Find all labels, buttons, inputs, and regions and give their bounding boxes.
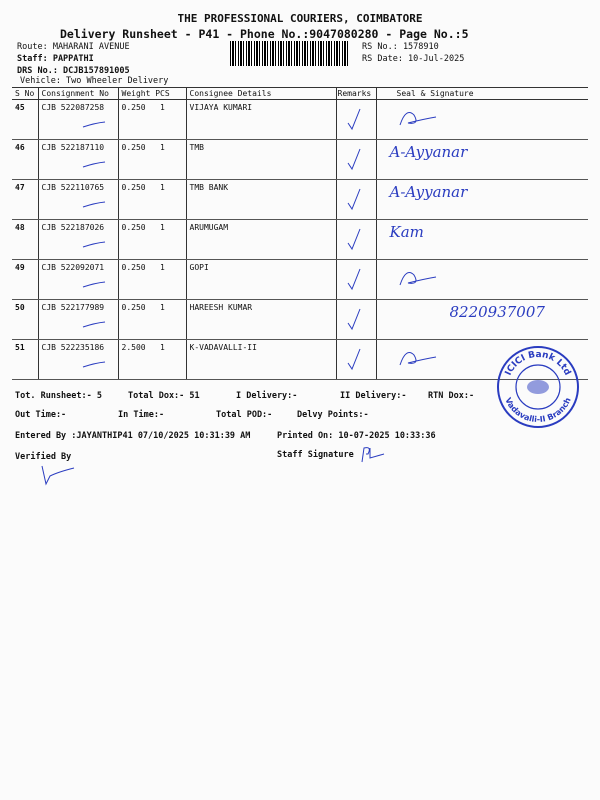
consignment-number: CJB 522177989 [41, 303, 105, 312]
delvy-points: Delvy Points:- [297, 410, 369, 420]
weight-pcs [118, 100, 186, 140]
weight: 0.250 [121, 143, 146, 152]
consignment-no [38, 340, 118, 380]
weight: 2.500 [121, 343, 146, 352]
seal-signature [376, 100, 588, 140]
remark-tick [340, 263, 366, 293]
table-row [12, 260, 588, 300]
staff-signature-mark [358, 444, 388, 466]
tot-runsheet: Tot. Runsheet:- 5 [15, 391, 102, 401]
pcs: 1 [160, 143, 165, 152]
consignment-number: CJB 522110765 [41, 183, 105, 192]
handwritten-signature: Kam [389, 223, 424, 241]
company-name: THE PROFESSIONAL COURIERS, COIMBATORE [177, 12, 423, 25]
handwritten-signature: A-Ayyanar [389, 143, 468, 161]
i-delivery: I Delivery:- [236, 391, 298, 401]
weight-pcs [118, 300, 186, 340]
sno: 50 [12, 300, 38, 340]
weight: 0.250 [121, 103, 146, 112]
table-row [12, 300, 588, 340]
tick-mark [79, 280, 109, 290]
rtn-dox: RTN Dox:- [428, 391, 475, 401]
stamp-branch-name: Vadavalli-II Branch [503, 396, 573, 425]
handwritten-signature [380, 103, 440, 133]
table-row [12, 140, 588, 180]
remark-tick [340, 143, 366, 173]
remarks [336, 180, 376, 220]
runsheet-title: Delivery Runsheet - P41 - Phone No.:9047080280 - Page No.:5 [60, 27, 469, 41]
remarks [336, 220, 376, 260]
consignee: GOPI [186, 260, 336, 300]
consignment-no [38, 140, 118, 180]
remark-tick [340, 223, 366, 253]
consignment-number: CJB 522187110 [41, 143, 105, 152]
delivery-table [12, 87, 588, 380]
pcs: 1 [160, 183, 165, 192]
bank-stamp [496, 345, 580, 429]
pcs: 1 [160, 103, 165, 112]
tick-mark [79, 320, 109, 330]
verifier-signature-mark [38, 462, 78, 490]
consignee: TMB [186, 140, 336, 180]
vehicle: Vehicle: Two Wheeler Delivery [20, 76, 169, 86]
staff-signature-label: Staff Signature [277, 450, 354, 460]
total-dox: Total Dox:- 51 [128, 391, 200, 401]
consignee: VIJAYA KUMARI [186, 100, 336, 140]
weight: 0.250 [121, 303, 146, 312]
seal-signature [376, 220, 588, 260]
weight-pcs [118, 260, 186, 300]
out-time: Out Time:- [15, 410, 67, 420]
weight-pcs [118, 220, 186, 260]
table-row [12, 220, 588, 260]
sno: 46 [12, 140, 38, 180]
entered-by: Entered By :JAYANTHIP41 07/10/2025 10:31:39 AM [15, 431, 251, 441]
rs-no: RS No.: 1578910 [362, 42, 439, 52]
total-pod: Total POD:- [216, 410, 273, 420]
rs-date: RS Date: 10-Jul-2025 [362, 54, 465, 64]
remark-tick [340, 103, 366, 133]
pcs: 1 [160, 223, 165, 232]
sno: 49 [12, 260, 38, 300]
weight-pcs [118, 180, 186, 220]
seal-signature [376, 260, 588, 300]
weight-pcs [118, 140, 186, 180]
col-remarks: Remarks [336, 88, 376, 100]
sno: 45 [12, 100, 38, 140]
table-row [12, 180, 588, 220]
pcs: 1 [160, 263, 165, 272]
remark-tick [340, 303, 366, 333]
consignment-no [38, 260, 118, 300]
tick-mark [79, 360, 109, 370]
tick-mark [79, 200, 109, 210]
consignment-number: CJB 522187026 [41, 223, 105, 232]
barcode [230, 41, 348, 66]
seal-signature [376, 140, 588, 180]
consignee: ARUMUGAM [186, 220, 336, 260]
handwritten-signature [380, 263, 440, 293]
consignment-no [38, 100, 118, 140]
printed-on: Printed On: 10-07-2025 10:33:36 [277, 431, 436, 441]
col-weight-pcs: Weight PCS [118, 88, 186, 100]
remark-tick [340, 183, 366, 213]
tick-mark [79, 240, 109, 250]
seal-signature [376, 300, 588, 340]
consignment-number: CJB 522092071 [41, 263, 105, 272]
consignment-number: CJB 522087258 [41, 103, 105, 112]
consignee: K-VADAVALLI-II [186, 340, 336, 380]
staff: Staff: PAPPATHI [17, 54, 94, 64]
consignee: TMB BANK [186, 180, 336, 220]
tick-mark [79, 120, 109, 130]
col-sno: S No [12, 88, 38, 100]
stamp-bank-name: ICICI Bank Ltd [503, 349, 573, 378]
remark-tick [340, 343, 366, 373]
handwritten-signature: A-Ayyanar [389, 183, 468, 201]
remarks [336, 100, 376, 140]
remarks [336, 260, 376, 300]
remarks [336, 340, 376, 380]
handwritten-signature: 8220937007 [449, 303, 545, 321]
consignment-no [38, 220, 118, 260]
pcs: 1 [160, 303, 165, 312]
weight: 0.250 [121, 183, 146, 192]
drs-no: DRS No.: DCJB157891005 [17, 66, 130, 76]
remarks [336, 140, 376, 180]
sno: 48 [12, 220, 38, 260]
consignment-no [38, 180, 118, 220]
verified-by: Verified By [15, 452, 72, 462]
col-seal-signature: Seal & Signature [376, 88, 588, 100]
col-consignment: Consignment No [38, 88, 118, 100]
weight: 0.250 [121, 263, 146, 272]
col-consignee: Consignee Details [186, 88, 336, 100]
consignment-no [38, 300, 118, 340]
remarks [336, 300, 376, 340]
table-row [12, 100, 588, 140]
consignee: HAREESH KUMAR [186, 300, 336, 340]
seal-signature [376, 180, 588, 220]
in-time: In Time:- [118, 410, 165, 420]
route: Route: MAHARANI AVENUE [17, 42, 130, 52]
pcs: 1 [160, 343, 165, 352]
consignment-number: CJB 522235186 [41, 343, 105, 352]
weight-pcs [118, 340, 186, 380]
tick-mark [79, 160, 109, 170]
weight: 0.250 [121, 223, 146, 232]
sno: 47 [12, 180, 38, 220]
handwritten-signature [380, 343, 440, 373]
ii-delivery: II Delivery:- [340, 391, 407, 401]
sno: 51 [12, 340, 38, 380]
